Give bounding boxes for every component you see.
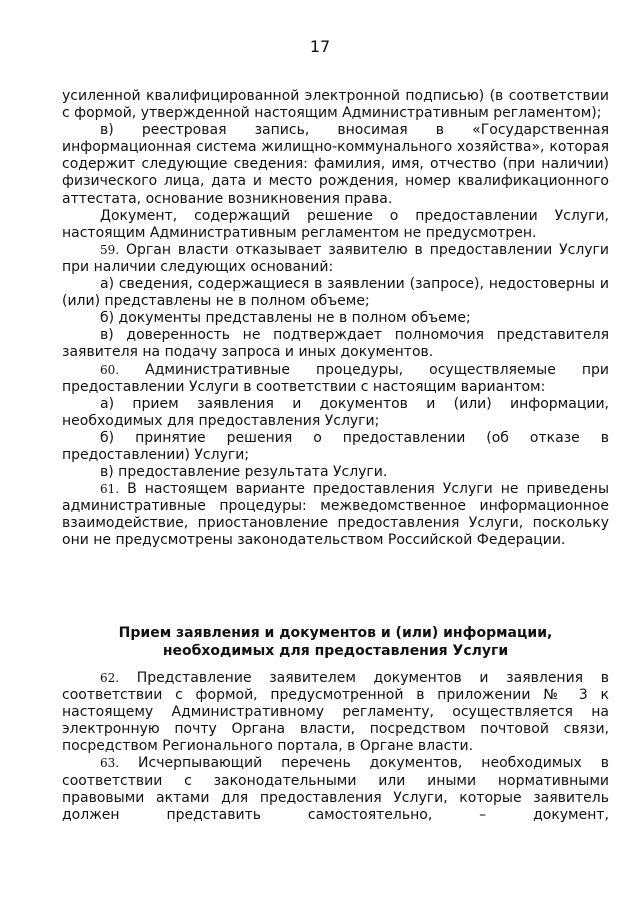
page-number: 17 [309, 37, 331, 56]
clause-text-60: Административные процедуры, осуществляемые при предоставлении Услуги в соответствии с настоящим вариантом: [62, 361, 609, 395]
paragraph-registry-entry: в) реестровая запись, вносимая в «Государственная информационная система жилищно-коммунального хозяйства», которая содержит следующие сведения: фамилия, имя, отчество (при наличии) физического лица, дата и место рождения, номер квалификационного аттестата, основание возникновения права. [62, 122, 609, 207]
paragraph-59 [62, 242, 609, 276]
list-item-59b: б) документы представлены не в полном объеме; [100, 310, 471, 327]
clause-number-61: 61. [100, 482, 120, 497]
section-heading-line-1: Прием заявления и документов и (или) информации, [118, 625, 553, 641]
paragraph-signature-clause: усиленной квалифицированной электронной подписью) (в соответствии с формой, утвержденной настоящим Административным регламентом); [62, 88, 609, 122]
body-text-section-1 [62, 88, 609, 550]
paragraph-61 [62, 481, 609, 549]
paragraph-decision-document: Документ, содержащий решение о предоставлении Услуги, настоящим Административным регламентом не предусмотрен. [62, 207, 609, 241]
list-item-59c: в) доверенность не подтверждает полномочия представителя заявителя на подачу запроса и иных документов. [62, 327, 609, 361]
list-item-60a: а) прием заявления и документов и (или) информации, необходимых для предоставления Услуги; [62, 395, 609, 429]
clause-text-62: Представление заявителем документов и заявления в соответствии с формой, предусмотренной в приложении № 3 к настоящему Административному регламенту, осуществляется на электронную почту Органа власти, посредством почтовой связи, посредством Регионального портала, в Органе власти. [62, 670, 609, 755]
body-text-section-2 [62, 670, 609, 824]
clause-number-59: 59. [100, 242, 120, 257]
clause-number-62: 62. [100, 671, 120, 685]
paragraph-63 [62, 755, 609, 823]
clause-text-61: В настоящем варианте предоставления Услуги не приведены административные процедуры: межведомственное информационное взаимодействие, приостановление предоставления Услуги, поскольку они не предусмотрены законодательством Российской Федерации. [62, 481, 610, 549]
clause-number-63: 63. [100, 756, 120, 771]
clause-text-63: Исчерпывающий перечень документов, необходимых в соответствии с законодательными или иными нормативными правовыми актами для предоставления Услуги, которые заявитель должен представить самостоятельно, – документ, [62, 755, 609, 823]
section-heading-line-2: необходимых для предоставления Услуги [162, 643, 509, 659]
list-item-59a: а) сведения, содержащиеся в заявлении (запросе), недостоверны и (или) представлены не в полном объеме; [62, 276, 609, 310]
section-heading [62, 624, 609, 660]
paragraph-62 [62, 670, 609, 755]
list-item-60b: б) принятие решения о предоставлении (об отказе в предоставлении) Услуги; [62, 429, 609, 463]
clause-text-59: Орган власти отказывает заявителю в предоставлении Услуги при наличии следующих оснований: [62, 241, 610, 275]
list-item-60c: в) предоставление результата Услуги. [100, 464, 388, 481]
clause-number-60: 60. [100, 362, 120, 377]
paragraph-60 [62, 362, 609, 396]
